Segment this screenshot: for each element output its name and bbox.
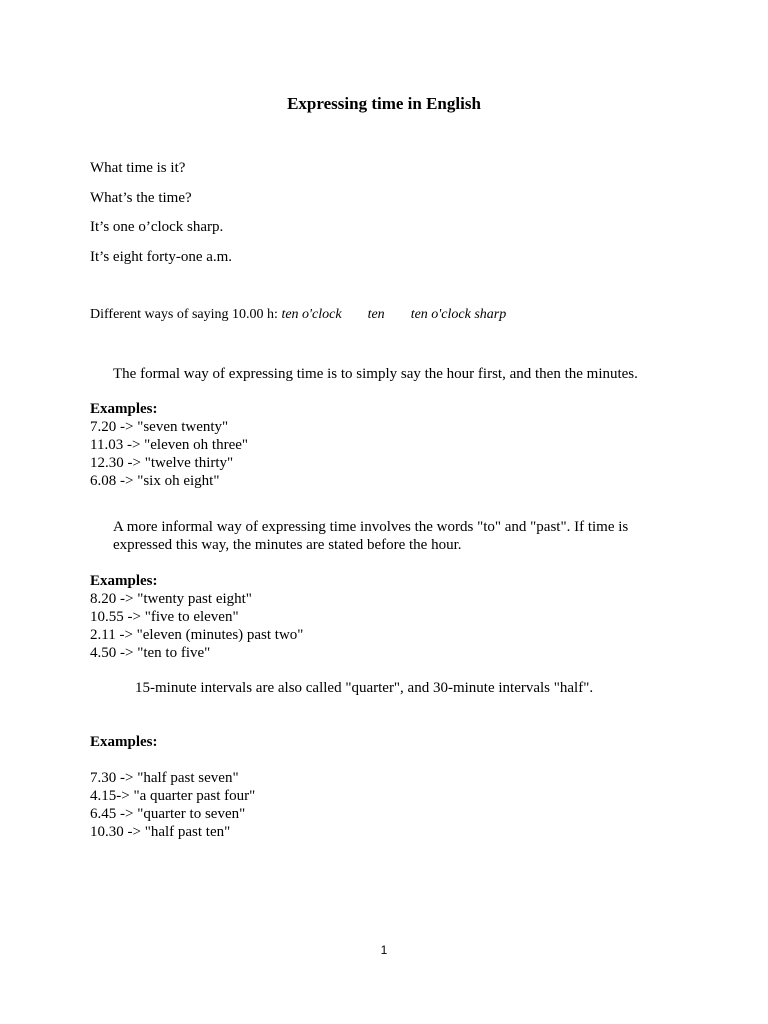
page-number: 1 bbox=[380, 943, 388, 957]
question-line: What time is it? bbox=[90, 160, 186, 176]
page-title: Expressing time in English bbox=[287, 94, 481, 113]
example-item: 12.30 -> "twelve thirty" bbox=[90, 455, 234, 471]
example-item: 4.15-> "a quarter past four" bbox=[90, 788, 256, 804]
example-item: 4.50 -> "ten to five" bbox=[90, 645, 211, 661]
example-item: 7.30 -> "half past seven" bbox=[90, 770, 239, 786]
ways-option: ten o'clock sharp bbox=[410, 307, 507, 322]
example-item: 11.03 -> "eleven oh three" bbox=[90, 437, 249, 453]
formal-examples bbox=[90, 400, 248, 490]
ways-line bbox=[90, 306, 506, 324]
ways-option: ten bbox=[367, 307, 385, 322]
example-item: 6.08 -> "six oh eight" bbox=[90, 473, 220, 489]
quarter-paragraph: 15-minute intervals are also called "quarter", and 30-minute intervals "half". bbox=[135, 680, 594, 696]
example-item: 8.20 -> "twenty past eight" bbox=[90, 591, 252, 607]
informal-examples bbox=[90, 572, 303, 662]
example-item: 10.30 -> "half past ten" bbox=[90, 824, 231, 840]
ways-prefix: Different ways of saying 10.00 h: bbox=[90, 307, 282, 322]
answer-line: It’s one o’clock sharp. bbox=[90, 219, 224, 235]
example-item: 7.20 -> "seven twenty" bbox=[90, 419, 229, 435]
examples-heading: Examples: bbox=[90, 401, 158, 417]
examples-heading: Examples: bbox=[90, 573, 158, 589]
ways-option: ten o'clock bbox=[281, 307, 342, 322]
question-line: What’s the time? bbox=[90, 190, 192, 206]
answer-line: It’s eight forty-one a.m. bbox=[90, 249, 233, 265]
example-item: 2.11 -> "eleven (minutes) past two" bbox=[90, 627, 304, 643]
example-item: 10.55 -> "five to eleven" bbox=[90, 609, 239, 625]
informal-paragraph: A more informal way of expressing time involves the words "to" and "past". If time is expressed this way, the minutes are stated before the hour. bbox=[113, 519, 629, 553]
examples-heading: Examples: bbox=[90, 734, 158, 750]
quarter-examples bbox=[90, 769, 255, 841]
formal-paragraph: The formal way of expressing time is to simply say the hour first, and then the minutes. bbox=[113, 366, 638, 382]
example-item: 6.45 -> "quarter to seven" bbox=[90, 806, 246, 822]
